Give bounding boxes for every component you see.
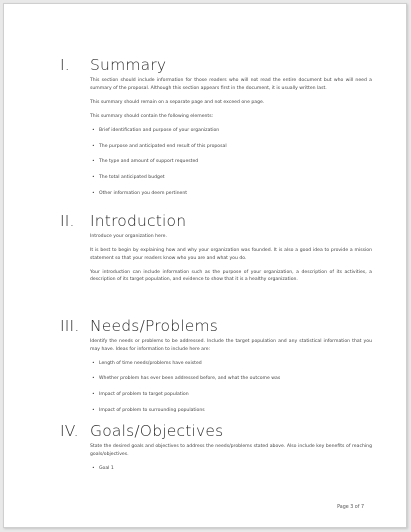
- list-item: [90, 158, 372, 166]
- bullet-icon: •: [92, 191, 95, 196]
- list-item: [90, 375, 372, 383]
- bullet-icon: •: [92, 360, 95, 366]
- list-item-text: Other information you deem pertinent: [99, 191, 188, 196]
- section-title: Introduction: [90, 212, 187, 230]
- paragraph: State the desired goals and objectives to address the needs/problems stated above. Also include key benefits of reaching goals/objectives.: [90, 444, 372, 457]
- section-title: Needs/Problems: [90, 317, 219, 335]
- list-item: [90, 465, 372, 473]
- paragraph: Your introduction can include information such as the purpose of your organization, a description of its activities, a description of its target population, and evidence to show that it is a healthy organization.: [90, 269, 372, 283]
- paragraph: It is best to begin by explaining how and why your organization was founded. It is also a good idea to provide a mission statement so that your readers know who you are and what you do.: [90, 248, 372, 261]
- document-page: [3, 3, 407, 528]
- bullet-icon: •: [92, 408, 95, 414]
- list-item-text: The total anticipated budget: [99, 175, 165, 181]
- section-number: II.: [60, 212, 75, 230]
- list-item: [90, 190, 372, 198]
- section-body-introduction: [90, 233, 372, 290]
- bullet-icon: •: [92, 465, 95, 471]
- list-item-text: Whether problem has ever been addressed before, and what the outcome was: [99, 376, 281, 382]
- bullet-list: [90, 360, 372, 415]
- section-body-needs-problems: [90, 338, 372, 423]
- list-item-text: The type and amount of support requested: [99, 159, 199, 165]
- list-item: [90, 360, 372, 368]
- list-item-text: Goal 1: [99, 465, 114, 471]
- bullet-icon: •: [92, 376, 95, 382]
- list-item-text: Impact of problem to surrounding populations: [99, 408, 205, 414]
- paragraph: This summary should remain on a separate page and not exceed one page.: [90, 99, 265, 105]
- list-item: [90, 143, 372, 151]
- bullet-icon: •: [92, 159, 95, 165]
- list-item-text: Impact of problem to target population: [99, 392, 189, 398]
- section-body-summary: [90, 77, 372, 206]
- list-item: [90, 127, 372, 135]
- list-item-text: The purpose and anticipated end result of this proposal: [99, 143, 227, 149]
- bullet-icon: •: [92, 127, 95, 133]
- paragraph: This section should include information for those readers who will not read the entire document but who will need a summary of the proposal. Although this section appears first in the document, it is usually written last.: [90, 78, 372, 91]
- paragraph: This summary should contain the following elements:: [90, 113, 214, 119]
- list-item-text: Brief identification and purpose of your organization: [99, 127, 220, 133]
- section-title: Goals/Objectives: [90, 422, 224, 440]
- list-item-text: Length of time needs/problems have existed: [99, 360, 202, 366]
- section-title: Summary: [90, 56, 167, 74]
- section-body-goals-objectives: [90, 443, 372, 480]
- paragraph: Introduce your organization here.: [90, 234, 167, 239]
- list-item: [90, 174, 372, 182]
- bullet-list: [90, 127, 372, 198]
- list-item: [90, 391, 372, 399]
- paragraph: Identify the needs or problems to be addressed. Include the target population and any statistical information that you may have. Ideas for information to include here are:: [90, 339, 372, 352]
- section-number: I.: [60, 56, 70, 74]
- bullet-icon: •: [92, 175, 95, 181]
- bullet-icon: •: [92, 392, 95, 398]
- section-number: III.: [60, 317, 80, 335]
- list-item: [90, 407, 372, 415]
- page-number: Page 3 of 7: [337, 505, 364, 510]
- bullet-icon: •: [92, 143, 95, 149]
- section-number: IV.: [60, 422, 79, 440]
- bullet-list: [90, 465, 372, 473]
